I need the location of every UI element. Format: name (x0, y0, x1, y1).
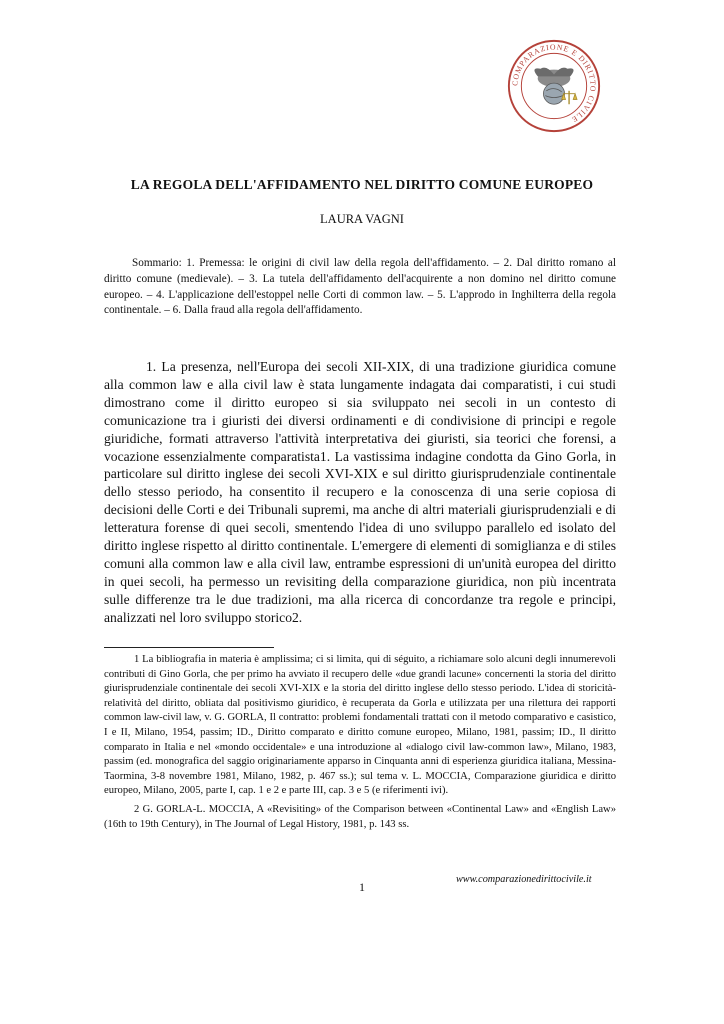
body-paragraph: 1. La presenza, nell'Europa dei secoli XII-XIX, di una tradizione giuridica comune alla common law e alla civil law è stata lungamente indagata dai comparatisti, i cui studi dimostrano come il diritto europeo si sia sviluppato nei secoli in un contesto di comunicazione tra i giuristi dei diversi ordinamenti e di condivisione di principi e regole giuridiche, formati attraverso l'attività interpretativa dei giuristi, sia teorici che forensi, a vocazione essenzialmente comparatista1. La vastissima indagine condotta da Gino Gorla, in particolare sul diritto inglese dei secoli XVI-XIX e sul diritto giurisprudenziale continentale dello stesso periodo, ha consentito il recupero e la conoscenza di una serie copiosa di decisioni delle Corti e dei Tribunali supremi, ma anche di altri materiali giurisprudenziali e di letteratura forense di quei secoli, smentendo l'idea di uno sviluppo parallelo ed isolato del diritto inglese rispetto al diritto continentale. L'emergere di elementi di somiglianza e di stiles comuni alla common law e alla civil law, entrambe espressioni di un'unità europea del diritto in quei secoli, ha permesso un revisiting della comparazione giuridica, non più incentrata sulle differenze tra le due tradizioni, ma alla ricerca di concordanze tra regole e principi, analizzati nel loro sviluppo storico2. (104, 359, 616, 625)
page-number: 1 (359, 880, 365, 894)
website-url[interactable]: www.comparazionedirittocivile.it (456, 874, 592, 885)
journal-seal-logo (506, 38, 602, 134)
author-name (0, 212, 724, 227)
author-name-text: LAURA VAGNI (320, 212, 404, 226)
footnote-1: 1 La bibliografia in materia è amplissima; ci si limita, qui di séguito, a richiamare solo alcuni degli innumerevoli contributi di Gino Gorla, che per primo ha avviato il recupero delle «due grandi lacune» concernenti la storia del diritto giurisprudenziale continentale dei secoli XVI-XIX e la storia del diritto inglese dello stesso periodo. L'idea di storicità-relatività del diritto, obliata dal positivismo giuridico, è recuperata da Gorla e utilizzata per una rilettura dei rapporti common law-civil law, v. G. GORLA, Il contratto: problemi fondamentali trattati con il metodo comparativo e casistico, I e II, Milano, 1954, passim; ID., Diritto comparato e diritto comune europeo, Milano, 1981, passim; ID., Il diritto comparato in Italia e nel «mondo occidentale» e una introduzione al «dialogo civil law-common law», Milano, 1983, passim (ed. monografica del saggio originariamente apparso in Cinquanta anni di esperienza giuridica italiana, Messina-Taormina, 3-8 novembre 1981, Milano, 1982, p. 467 ss.); sul tema v. L. MOCCIA, Comparazione giuridica e diritto europeo, Milano, 2005, parte I, cap. 1 e 2 e parte III, cap. 3 e 5 (e riferimenti ivi). (104, 654, 616, 797)
paper-title (0, 177, 724, 193)
footnote-2: 2 G. GORLA-L. MOCCIA, A «Revisiting» of the Comparison between «Continental Law» and «English Law» (16th to 19th Century), in The Journal of Legal History, 1981, p. 143 ss. (104, 804, 616, 830)
footnote-separator (104, 647, 274, 648)
summary-paragraph: Sommario: 1. Premessa: le origini di civil law della regola dell'affidamento. – 2. Dal diritto romano al diritto comune (medievale). – 3. La tutela dell'affidamento dell'acquirente a non domino nel diritto comune europeo. – 4. L'applicazione dell'estoppel nelle Corti di common law. – 5. L'approdo in Inghilterra della regola continentale. – 6. Dalla fraud alla regola dell'affidamento. (104, 257, 616, 317)
svg-text:COMPARAZIONE E DIRITTO CIVILE: COMPARAZIONE E DIRITTO CIVILE (510, 42, 598, 125)
paper-title-text: LA REGOLA DELL'AFFIDAMENTO NEL DIRITTO COMUNE EUROPEO (130, 177, 594, 192)
